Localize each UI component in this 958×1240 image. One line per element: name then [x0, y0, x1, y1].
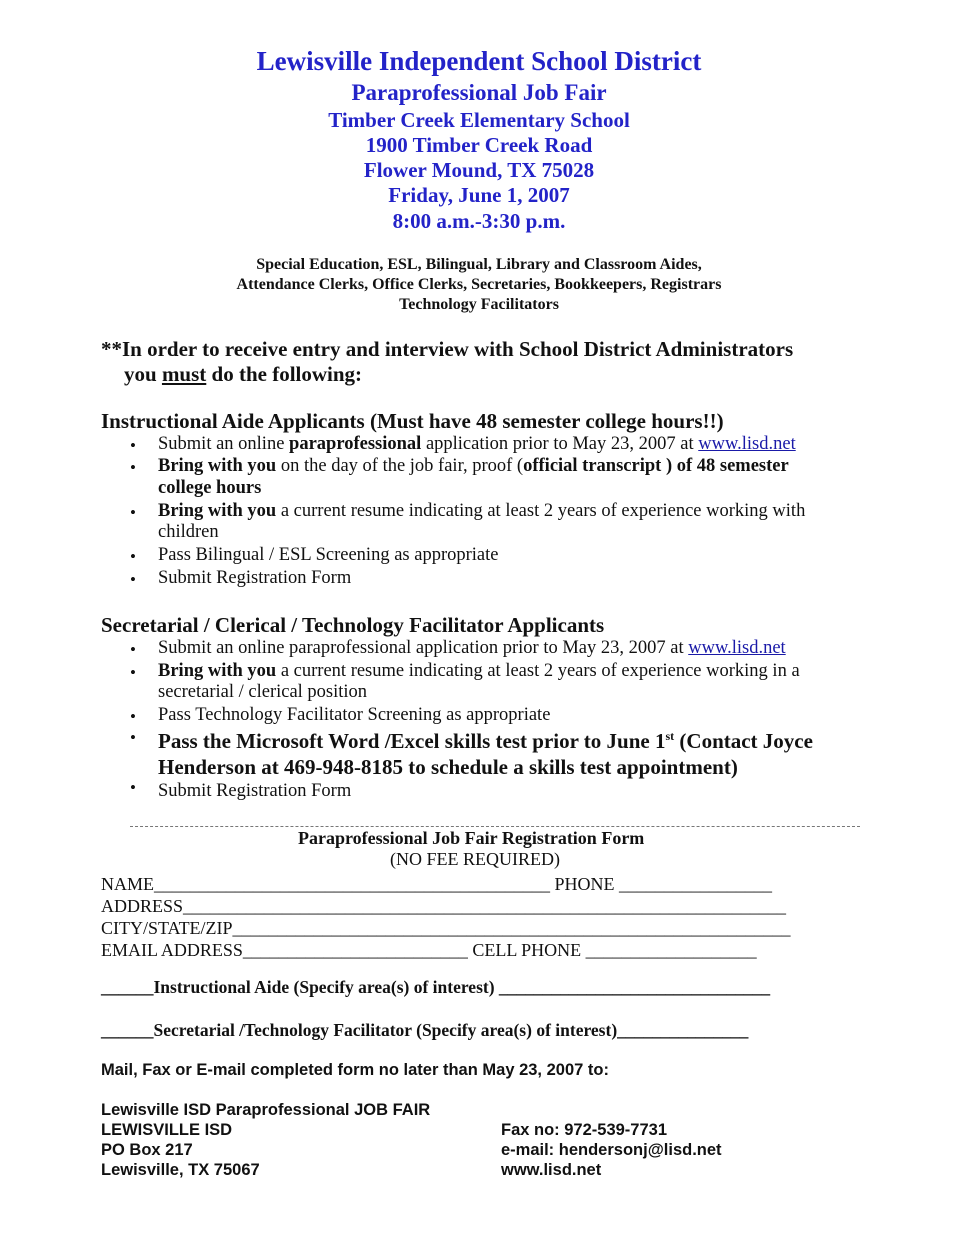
secretarial-item-3: Pass Technology Facilitator Screening as appropriate	[158, 705, 551, 725]
positions-line-1: Special Education, ESL, Bilingual, Library and Classroom Aides,	[256, 256, 702, 273]
form-title: Paraprofessional Job Fair Registration Form	[298, 828, 645, 848]
bullet-icon: •	[130, 570, 136, 589]
instructional-item-5: Submit Registration Form	[158, 568, 352, 588]
aide-interest-field[interactable]: ______Instructional Aide (Specify area(s) of interest) _______________________________	[101, 977, 771, 997]
mailing-address-line-3: PO Box 217	[101, 1141, 193, 1159]
notice-line-1: **In order to receive entry and interview with School District Administrators	[101, 337, 794, 361]
instructional-item-3: Bring with you a current resume indicating at least 2 years of experience working with	[158, 501, 806, 521]
form-subtitle: (NO FEE REQUIRED)	[390, 849, 560, 869]
name-phone-field[interactable]: NAME____________________________________________ PHONE _________________	[101, 874, 773, 894]
secretarial-heading: Secretarial / Clerical / Technology Facilitator Applicants	[101, 613, 605, 637]
mailing-instruction: Mail, Fax or E-mail completed form no later than May 23, 2007 to:	[101, 1061, 609, 1079]
bullet-icon: •	[130, 458, 136, 477]
instructional-item-1: Submit an online paraprofessional application prior to May 23, 2007 at www.lisd.net	[158, 434, 796, 454]
secretarial-item-1: Submit an online paraprofessional application prior to May 23, 2007 at www.lisd.net	[158, 638, 786, 658]
bullet-icon: •	[130, 640, 136, 659]
bullet-icon: •	[130, 707, 136, 726]
contact-email[interactable]: e-mail: hendersonj@lisd.net	[501, 1141, 722, 1159]
bullet-icon: •	[130, 503, 136, 522]
mailing-address-line-2: LEWISVILLE ISD	[101, 1121, 233, 1139]
fax-number: Fax no: 972-539-7731	[501, 1121, 668, 1139]
secretarial-interest-field[interactable]: ______Secretarial /Technology Facilitator (Specify area(s) of interest)_______________	[101, 1020, 749, 1040]
email-cell-field[interactable]: EMAIL ADDRESS_________________________ CELL PHONE ___________________	[101, 940, 757, 960]
website[interactable]: www.lisd.net	[501, 1161, 602, 1179]
address-field[interactable]: ADDRESS___________________________________________________________________	[101, 896, 787, 916]
instructional-heading: Instructional Aide Applicants (Must have 48 semester college hours!!)	[101, 409, 724, 433]
district-title: Lewisville Independent School District	[256, 46, 702, 76]
secretarial-item-5: Submit Registration Form	[158, 781, 352, 801]
bullet-icon: •	[130, 778, 136, 797]
must-emphasis: must	[161, 362, 207, 386]
mailing-address-line-4: Lewisville, TX 75067	[101, 1161, 260, 1179]
notice-line-2: you must do the following:	[124, 362, 363, 386]
mailing-address-line-1: Lewisville ISD Paraprofessional JOB FAIR	[101, 1101, 431, 1119]
city-state-zip-field[interactable]: CITY/STATE/ZIP______________________________________________________________	[101, 918, 791, 938]
lisd-link[interactable]: www.lisd.net	[698, 434, 796, 454]
school-name: Timber Creek Elementary School	[328, 108, 630, 132]
form-separator	[130, 826, 860, 827]
event-date: Friday, June 1, 2007	[388, 183, 570, 207]
instructional-item-3-cont: children	[158, 522, 219, 542]
secretarial-item-2: Bring with you a current resume indicating at least 2 years of experience working in a	[158, 661, 800, 681]
bullet-icon: •	[130, 728, 136, 747]
secretarial-item-4-cont: Henderson at 469-948-8185 to schedule a skills test appointment)	[158, 755, 738, 779]
lisd-link[interactable]: www.lisd.net	[688, 638, 786, 658]
event-time: 8:00 a.m.-3:30 p.m.	[392, 209, 566, 233]
city-address: Flower Mound, TX 75028	[363, 158, 595, 182]
instructional-item-2-cont: college hours	[158, 478, 262, 498]
bullet-icon: •	[130, 436, 136, 455]
secretarial-item-2-cont: secretarial / clerical position	[158, 682, 368, 702]
positions-line-3: Technology Facilitators	[399, 296, 559, 313]
bullet-icon: •	[130, 547, 136, 566]
positions-line-2: Attendance Clerks, Office Clerks, Secretaries, Bookkeepers, Registrars	[236, 276, 722, 293]
event-title: Paraprofessional Job Fair	[351, 80, 607, 105]
instructional-item-4: Pass Bilingual / ESL Screening as appropriate	[158, 545, 499, 565]
instructional-item-2: Bring with you on the day of the job fair, proof (official transcript ) of 48 semester	[158, 456, 789, 476]
street-address: 1900 Timber Creek Road	[365, 133, 593, 157]
secretarial-item-4: Pass the Microsoft Word /Excel skills test prior to June 1st (Contact Joyce	[158, 729, 813, 753]
bullet-icon: •	[130, 663, 136, 682]
